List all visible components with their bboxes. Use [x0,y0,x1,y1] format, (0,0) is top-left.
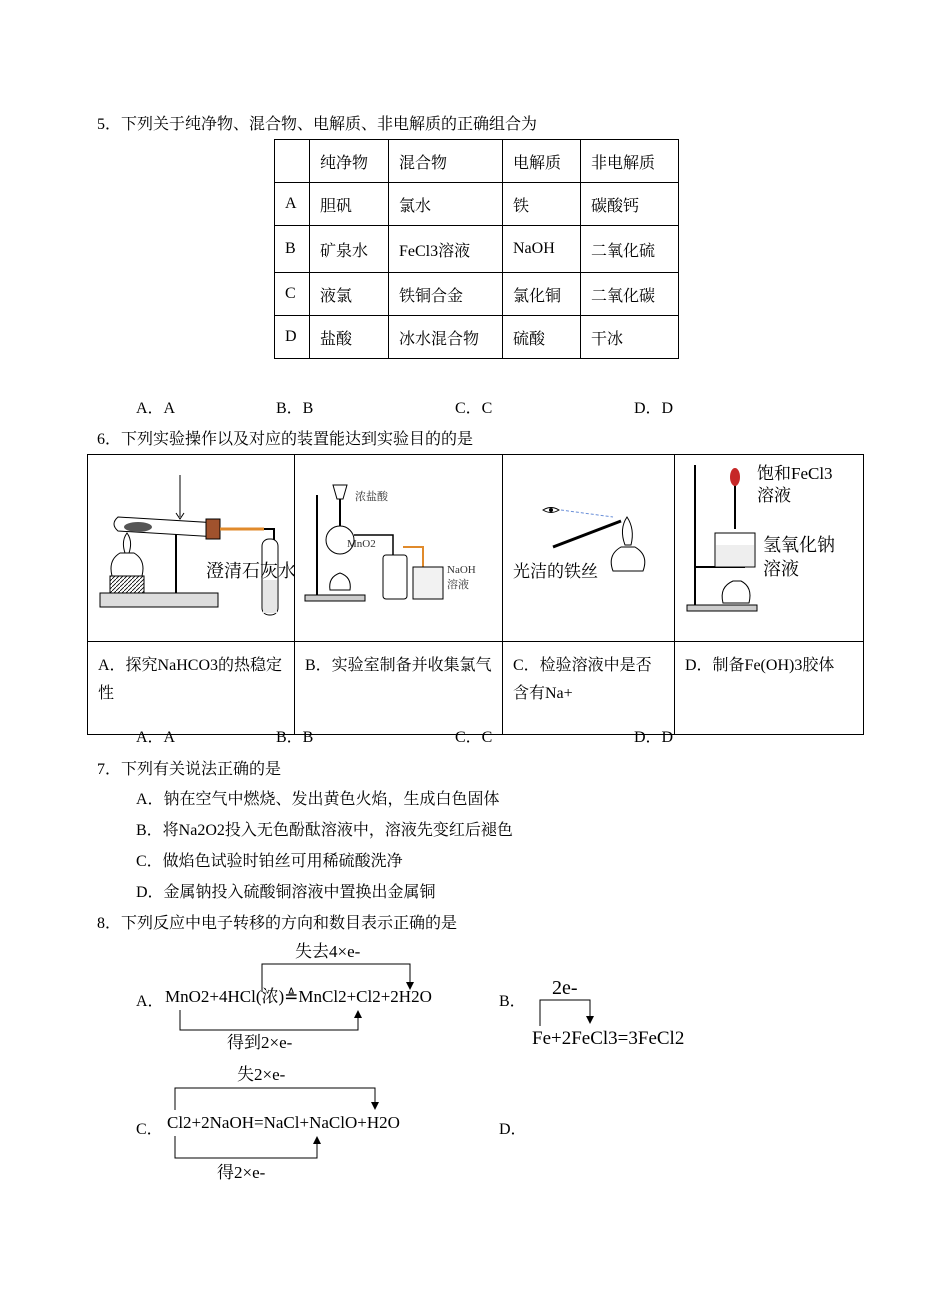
q6-option-c[interactable]: C．C [455,729,493,746]
apparatus-d-diagram [675,455,863,636]
q8-option-a-label[interactable]: A． [136,993,164,1010]
b-label-naoh: NaOH [447,564,476,576]
alcohol-lamp [722,581,750,603]
flame [622,517,632,545]
q8-stem: 8．下列反应中电子转移的方向和数目表示正确的是 [97,915,458,932]
q8-option-a-diagram [165,940,495,1060]
table-cell: 碳酸钙 [581,183,679,226]
a-top-label: 失去4×e- [295,942,361,961]
table-cell: 胆矾 [310,183,389,226]
flame [123,533,130,553]
d-label-fecl3: 饱和FeCl3 [757,464,833,483]
d-label-naoh: 氢氧化钠 [763,535,835,555]
b-label-mno2: MnO2 [347,538,376,550]
stand-base [687,605,757,611]
table-row [88,455,864,642]
table-row [275,316,679,359]
q8-option-b-label[interactable]: B． [499,993,526,1010]
b-label-sol: 溶液 [447,579,469,591]
collecting-bottle [383,555,407,599]
apparatus-b-cell [295,455,503,642]
c-top-label: 失2×e- [237,1065,286,1084]
table-cell: 二氧化硫 [581,226,679,273]
q6-option-a[interactable]: A．A [136,729,176,746]
alcohol-lamp [330,573,351,590]
q5-stem: 5．下列关于纯净物、混合物、电解质、非电解质的正确组合为 [97,116,538,133]
caption-d: D．制备Fe(OH)3胶体 [675,642,864,735]
apparatus-d-cell [675,455,864,642]
table-cell: D [275,316,310,359]
naoh-beaker [413,567,443,599]
table-cell: 氯化铜 [503,273,581,316]
q8-option-d-label[interactable]: D． [499,1121,527,1138]
table-row [275,140,679,183]
q5-option-b[interactable]: B．B [276,400,314,417]
table-row [275,273,679,316]
table-header: 纯净物 [310,140,389,183]
table-cell: 干冰 [581,316,679,359]
q8-option-c-diagram [165,1060,465,1185]
table-cell: NaOH [503,226,581,273]
sight-line [561,510,613,517]
q5-option-c[interactable]: C．C [455,400,493,417]
caption-b: B．实验室制备并收集氯气 [295,642,503,735]
table-header: 混合物 [389,140,503,183]
table-cell: 液氯 [310,273,389,316]
apparatus-c-cell [503,455,675,642]
stand-base [305,595,365,601]
table-cell: 铁铜合金 [389,273,503,316]
caption-a: A．探究NaHCO3的热稳定性 [88,642,295,735]
q8-option-b-diagram [530,970,730,1055]
stand-base [100,593,218,607]
q6-option-d[interactable]: D．D [634,729,674,746]
q6-stem: 6．下列实验操作以及对应的装置能达到实验目的的是 [97,431,474,448]
b-bracket [540,1000,590,1026]
fecl3-solution: FeCl3溶液 [399,242,471,260]
alcohol-lamp [111,553,143,576]
dropper-bulb [730,468,740,486]
table-row [275,183,679,226]
c-top-bracket [175,1088,375,1110]
table-row [275,226,679,273]
table-cell: 硫酸 [503,316,581,359]
q7-stem: 7．下列有关说法正确的是 [97,761,282,778]
apparatus-a-diagram [88,455,294,636]
table-cell [389,226,503,273]
iron-wire [553,521,621,547]
q5-option-d[interactable]: D．D [634,400,674,417]
c-label-wire: 光洁的铁丝 [513,562,598,581]
stopper [206,519,220,539]
b-top-label: 2e- [552,977,578,999]
c-bottom-label: 得2×e- [217,1163,266,1182]
c-equation: Cl2+2NaOH=NaCl+NaClO+H2O [167,1113,400,1132]
caption-c: C．检验溶液中是否含有Na+ [503,642,675,735]
apparatus-b-diagram [295,455,502,636]
table-header: 非电解质 [581,140,679,183]
table-cell: 盐酸 [310,316,389,359]
b-label-acid: 浓盐酸 [355,491,388,503]
table-cell: C [275,273,310,316]
b-equation: Fe+2FeCl3=3FeCl2 [532,1028,685,1049]
q8-option-c-label[interactable]: C． [136,1121,163,1138]
table-cell: 冰水混合物 [389,316,503,359]
a-equation: MnO2+4HCl(浓)≜MnCl2+Cl2+2H2O [165,987,432,1006]
table-header: 电解质 [503,140,581,183]
burner-block [110,576,144,593]
q6-option-b[interactable]: B．B [276,729,314,746]
table-cell: 铁 [503,183,581,226]
solid-sample [124,522,152,532]
q7-option-b[interactable]: B．将Na2O2投入无色酚酞溶液中，溶液先变红后褪色 [136,822,513,839]
a-bottom-label: 得到2×e- [227,1033,293,1052]
d-label-sol: 溶液 [757,486,791,505]
table-cell: A [275,183,310,226]
q7-option-a[interactable]: A．钠在空气中燃烧、发出黄色火焰，生成白色固体 [136,791,500,808]
table-cell [275,140,310,183]
q7-option-c[interactable]: C．做焰色试验时铂丝可用稀硫酸洗净 [136,853,403,870]
table-cell: 二氧化碳 [581,273,679,316]
q7-option-d[interactable]: D．金属钠投入硫酸铜溶液中置换出金属铜 [136,884,436,901]
c-bottom-bracket [175,1136,317,1158]
apparatus-c-diagram [503,455,674,636]
table-cell: 矿泉水 [310,226,389,273]
q6-table [87,454,864,735]
dropping-funnel [333,485,347,499]
apparatus-a-cell [88,455,295,642]
table-row [88,642,864,735]
alcohol-lamp [611,547,645,571]
q5-option-a[interactable]: A．A [136,400,176,417]
table-cell: B [275,226,310,273]
a-label-liquid: 澄清石灰水 [206,561,294,581]
table-cell: 氯水 [389,183,503,226]
d-label-sol2: 溶液 [763,559,799,579]
a-bottom-bracket [180,1010,358,1030]
q5-table [274,139,679,359]
